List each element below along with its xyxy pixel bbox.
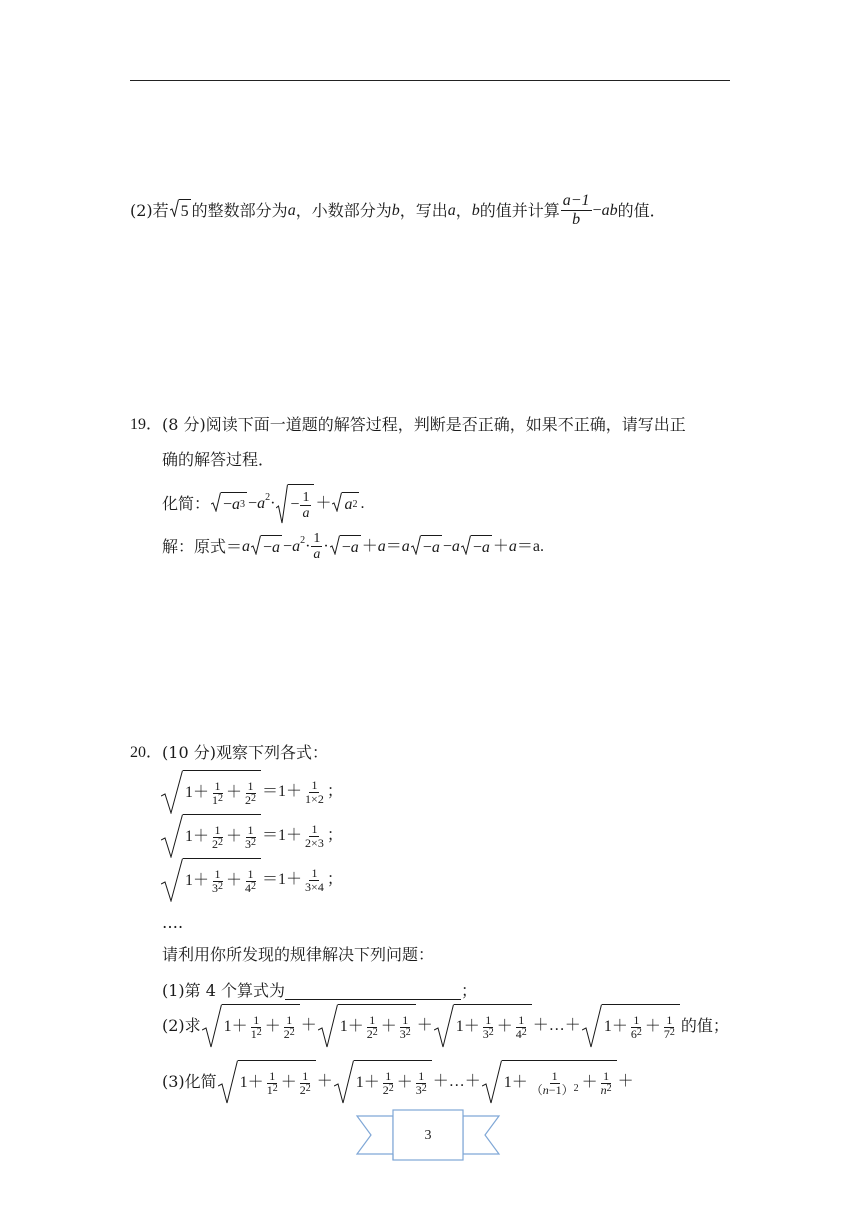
- answer-blank[interactable]: [285, 983, 461, 1000]
- q20-part3: (3)化简 1＋ $\frac{1}{1^2}$ ＋ $\frac{1}{2^2}$ ＋ 1＋ $\frac{1}{2^2}$ ＋ $\frac{1}{3^2}$ ＋…＋ 1＋ $\frac{1}{(n-1)^2}$ ＋ $\frac{1}{n^2}$ ＋: [162, 1060, 634, 1104]
- fraction-a-minus-1-over-b: $\frac{a-1}{b}$: [562, 192, 590, 228]
- q20-identity-1: 1＋ $\frac{1}{1^2}$ ＋ $\frac{1}{2^2}$ ＝1＋ $\frac{1}{1\times 2}$ ；: [160, 770, 343, 814]
- q20-prompt: 20． (10 分) 观察下列各式：: [130, 743, 328, 762]
- q20-part2: (2)求 1＋ $\frac{1}{1^2}$ ＋ $\frac{1}{2^2}$ ＋ 1＋ $\frac{1}{2^2}$ ＋ $\frac{1}{3^2}$ ＋ 1＋ $\frac{1}{3^2}$ ＋ $\frac{1}{4^2}$ ＋…＋ 1＋ $\frac{1}{6^2}$ ＋ $\frac{1}{7^2}$ 的值；: [162, 1004, 729, 1048]
- q20-ellipsis: ….: [162, 913, 184, 932]
- q20-part1: (1)第 4 个算式为 ；: [162, 981, 478, 1000]
- q19-solution: 解：原式＝ a − a $-a^2\cdot$ $\frac{1}{a}$ · − a ＋a＝a − a −a − a ＋a ＝a.: [162, 531, 545, 562]
- q20-identity-3: 1＋ $\frac{1}{3^2}$ ＋ $\frac{1}{4^2}$ ＝1＋ $\frac{1}{3\times 4}$ ；: [160, 858, 343, 902]
- q20-instruction: 请利用你所发现的规律解决下列问题：: [162, 945, 435, 964]
- page-number: 3: [424, 1128, 432, 1143]
- q19-expression: 化简： − a 3 $-a^2\cdot$ − $\frac{1}{a}$ ＋ a 2 .: [162, 484, 364, 524]
- q19-prompt-line2: 确的解答过程．: [162, 450, 275, 469]
- q19-prompt-line1: 19． (8 分) 阅读下面一道题的解答过程，判断是否正确，如果不正确，请写出正: [130, 415, 686, 434]
- q18-part2-line: (2)若 5 的整数部分为 a ，小数部分为 b ，写出 a ， b 的值并计算 $\frac{a-1}{b}$ − ab 的值．: [130, 192, 666, 228]
- sqrt-5: 5: [170, 199, 191, 223]
- header-rule: [130, 80, 730, 81]
- q20-identity-2: 1＋ $\frac{1}{2^2}$ ＋ $\frac{1}{3^2}$ ＝1＋ $\frac{1}{2\times 3}$ ；: [160, 814, 343, 858]
